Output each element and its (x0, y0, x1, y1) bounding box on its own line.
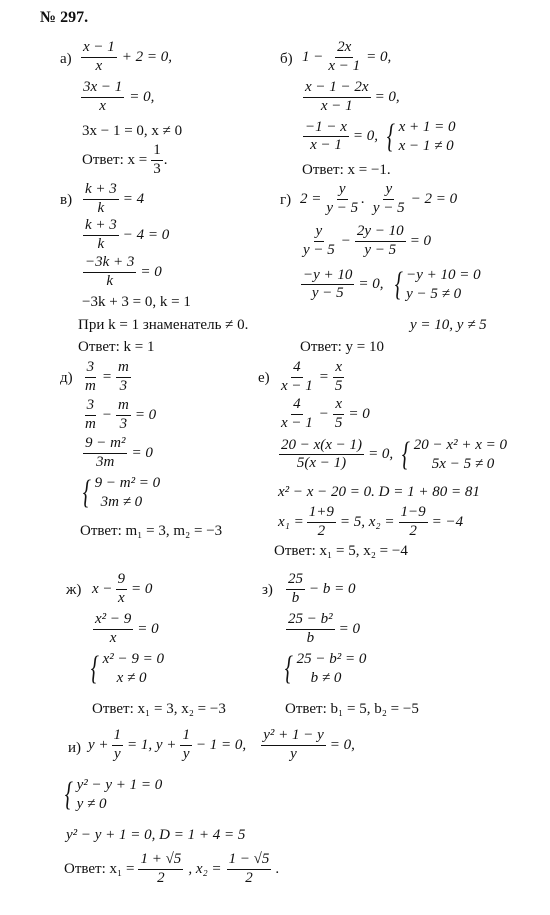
fraction-denominator: x − 1 (281, 414, 313, 431)
part-i-answer (64, 852, 279, 887)
expression: = (318, 368, 329, 385)
system-line: 5x − 5 ≠ 0 (431, 455, 495, 472)
expression: − 4 = 0 (122, 226, 170, 243)
expression: . (361, 190, 365, 207)
part-i-system (62, 776, 162, 814)
part-v-line-2 (82, 218, 169, 253)
expression: = 0, (358, 276, 384, 293)
expression: + 2 = 0, (121, 48, 173, 65)
part-label-g: г) (280, 192, 292, 208)
expression: = 0 (131, 444, 153, 461)
part-e-line-5 (278, 505, 463, 540)
fraction-denominator: x − 1 (328, 57, 361, 74)
expression: , x₂ = (188, 860, 222, 877)
fraction-denominator: 3m (96, 453, 115, 470)
brace-icon: { (90, 649, 99, 687)
part-zh-line-2 (92, 612, 159, 647)
expression: − (340, 232, 351, 249)
system-line: 3m ≠ 0 (100, 493, 143, 510)
expression: = −4 (431, 513, 464, 530)
part-zh-answer: Ответ: x₁ = 3, x₂ = −3 (92, 701, 226, 717)
fraction-denominator: b (291, 589, 300, 606)
fraction-denominator: y − 5 (303, 241, 335, 258)
part-z-system (282, 650, 366, 688)
fraction-numerator: m (116, 398, 131, 416)
answer-label: Ответ: x = (82, 151, 148, 168)
part-e-answer: Ответ: x₁ = 5, x₂ = −4 (274, 543, 408, 559)
fraction-numerator: 4 (291, 397, 303, 415)
fraction-numerator: x (333, 397, 344, 415)
fraction-denominator: 5(x − 1) (296, 455, 347, 472)
expression: = 0 (131, 580, 153, 597)
part-label-d: д) (60, 370, 73, 386)
fraction-numerator: 9 (116, 572, 128, 590)
part-b-line-3 (302, 118, 456, 156)
system-line: x − 1 ≠ 0 (398, 137, 454, 154)
fraction-numerator: 9 − m² (83, 436, 127, 454)
expression: = 0 (140, 263, 162, 280)
part-label-z: з) (262, 582, 273, 598)
fraction-denominator: x (109, 629, 117, 646)
part-d-line-2 (82, 398, 156, 433)
expression: = 4 (122, 190, 145, 207)
fraction-numerator: x (333, 360, 344, 378)
fraction-numerator: −1 − x (303, 120, 349, 138)
part-zh-system (88, 650, 164, 688)
fraction-denominator: 5 (334, 414, 343, 431)
expression: = 0 (137, 620, 159, 637)
system-line: x + 1 = 0 (398, 119, 456, 135)
part-a-line-1 (80, 40, 172, 75)
expression: 1 − (302, 48, 324, 65)
part-d-line-3 (82, 436, 153, 471)
fraction-numerator: k + 3 (83, 182, 119, 200)
expression: = 0, (366, 48, 392, 65)
fraction-denominator: 3 (119, 415, 128, 432)
part-g-answer: Ответ: y = 10 (300, 339, 384, 355)
part-label-e: е) (258, 370, 270, 386)
part-a-answer (82, 143, 167, 178)
fraction-numerator: 1−9 (399, 505, 428, 523)
brace-icon: { (386, 117, 395, 155)
brace-icon: { (82, 473, 91, 511)
answer-label: Ответ: x₁ = (64, 860, 135, 877)
part-v-line-5: При k = 1 знаменатель ≠ 0. (78, 317, 249, 333)
part-label-v: в) (60, 192, 73, 208)
part-b-line-1 (302, 40, 391, 75)
system-line: 9 − m² = 0 (94, 475, 161, 491)
part-e-line-4: x² − x − 20 = 0. D = 1 + 80 = 81 (278, 484, 480, 500)
part-g-line-3 (300, 266, 481, 304)
expression: = (101, 368, 112, 385)
brace-icon: { (394, 265, 403, 303)
fraction-numerator: y (383, 182, 394, 200)
equation-system (392, 266, 481, 304)
fraction-denominator: 3 (153, 160, 161, 177)
part-b-answer: Ответ: x = −1. (302, 162, 391, 178)
system-line: x² − 9 = 0 (102, 651, 165, 667)
system-line: −y + 10 = 0 (406, 267, 481, 283)
expression: x − (92, 580, 113, 597)
fraction-denominator: 3 (119, 377, 128, 394)
fraction-numerator: −y + 10 (301, 268, 354, 286)
fraction-numerator: 2x (335, 40, 353, 58)
equation-system (399, 436, 507, 474)
part-z-answer: Ответ: b₁ = 5, b₂ = −5 (285, 701, 419, 717)
brace-icon: { (64, 775, 73, 813)
part-d-line-1 (82, 360, 132, 395)
fraction-denominator: 2 (245, 869, 253, 886)
system-line: 25 − b² = 0 (296, 651, 367, 667)
fraction-denominator: y (113, 745, 121, 762)
part-g-line-2 (300, 224, 431, 259)
part-e-line-3 (278, 436, 507, 474)
fraction-numerator: 2y − 10 (355, 224, 406, 242)
fraction-numerator: y (314, 224, 325, 242)
fraction-denominator: k (97, 235, 105, 252)
expression: − 2 = 0 (410, 190, 458, 207)
fraction-numerator: 20 − x(x − 1) (279, 438, 364, 456)
fraction-denominator: k (97, 199, 105, 216)
fraction-denominator: x (95, 57, 103, 74)
part-g-line-4: y = 10, y ≠ 5 (410, 317, 487, 333)
expression: = 5, x₂ = (339, 513, 395, 530)
fraction-numerator: 1 − √5 (227, 852, 272, 870)
expression: = 0 (348, 405, 370, 422)
expression: = 0 (134, 406, 157, 423)
expression: − b = 0 (309, 580, 356, 597)
fraction-denominator: x − 1 (310, 137, 342, 154)
fraction-numerator: −3k + 3 (83, 255, 136, 273)
part-v-line-3 (82, 255, 162, 290)
fraction-denominator: y (182, 745, 190, 762)
part-v-line-1 (82, 182, 144, 217)
fraction-denominator: m (85, 377, 96, 394)
fraction-denominator: y − 5 (311, 285, 344, 302)
part-v-line-4: −3k + 3 = 0, k = 1 (82, 294, 191, 310)
expression: − 1 = 0, (195, 736, 247, 753)
part-i-line-1 (88, 728, 355, 763)
expression: = 0, (329, 736, 355, 753)
fraction-numerator: 3 (85, 360, 97, 378)
fraction-denominator: k (106, 272, 114, 289)
expression: = 0, (374, 88, 400, 105)
part-i-line-3: y² − y + 1 = 0, D = 1 + 4 = 5 (66, 827, 246, 843)
fraction-denominator: x − 1 (281, 377, 313, 394)
part-b-line-2 (302, 80, 400, 115)
fraction-denominator: 5 (334, 377, 343, 394)
expression: x₁ = (278, 513, 304, 530)
expression: = 0 (409, 232, 432, 249)
fraction-denominator: b (306, 629, 315, 646)
part-z-line-2 (285, 612, 360, 647)
problem-number: № 297. (40, 9, 89, 26)
fraction-numerator: 4 (291, 360, 303, 378)
part-e-line-2 (278, 397, 370, 432)
fraction-numerator: 3 (85, 398, 97, 416)
equation-system (384, 118, 456, 156)
fraction-numerator: 1+9 (307, 505, 336, 523)
part-label-a: а) (60, 51, 72, 67)
part-d-answer: Ответ: m₁ = 3, m₂ = −3 (80, 523, 223, 539)
fraction-denominator: 2 (157, 869, 165, 886)
system-line: y ≠ 0 (76, 795, 107, 812)
expression: . (163, 151, 168, 168)
part-label-b: б) (280, 51, 293, 67)
part-e-line-1 (278, 360, 345, 395)
fraction-numerator: 3x − 1 (81, 80, 124, 98)
part-zh-line-1 (92, 572, 152, 607)
fraction-denominator: 2 (317, 522, 326, 539)
expression: = 0, (368, 446, 394, 463)
brace-icon: { (284, 649, 293, 687)
fraction-numerator: x − 1 − 2x (303, 80, 371, 98)
expression: 2 = (300, 190, 322, 207)
expression: = 0 (338, 620, 360, 637)
fraction-denominator: x (117, 589, 125, 606)
fraction-numerator: 1 (151, 143, 163, 161)
part-g-line-1 (300, 182, 457, 217)
part-d-system (80, 474, 160, 512)
part-z-line-1 (285, 572, 356, 607)
part-v-answer: Ответ: k = 1 (78, 339, 155, 355)
fraction-denominator: y − 5 (372, 199, 405, 216)
fraction-numerator: 25 (286, 572, 305, 590)
expression: = 0, (129, 88, 155, 105)
brace-icon: { (401, 435, 411, 473)
fraction-numerator: 1 + √5 (138, 852, 183, 870)
expression: = 0, (352, 128, 379, 145)
fraction-numerator: x − 1 (81, 40, 117, 58)
fraction-denominator: 2 (409, 522, 417, 539)
system-line: 20 − x² + x = 0 (413, 437, 507, 453)
fraction-denominator: m (85, 415, 96, 432)
part-label-i: и) (68, 740, 82, 756)
fraction-numerator: 1 (112, 728, 124, 746)
fraction-denominator: x − 1 (320, 97, 353, 114)
expression: − (318, 405, 329, 422)
expression: y + (88, 736, 109, 753)
fraction-numerator: k + 3 (83, 218, 119, 236)
part-a-line-3: 3x − 1 = 0, x ≠ 0 (82, 123, 183, 139)
expression: − (101, 406, 112, 423)
fraction-denominator: y − 5 (326, 199, 359, 216)
fraction-numerator: x² − 9 (93, 612, 133, 630)
fraction-denominator: y (290, 745, 297, 762)
system-line: x ≠ 0 (116, 669, 147, 686)
system-line: b ≠ 0 (310, 669, 342, 686)
system-line: y − 5 ≠ 0 (406, 285, 462, 302)
fraction-numerator: y² + 1 − y (261, 728, 326, 746)
expression: . (275, 860, 280, 877)
part-a-line-2 (80, 80, 154, 115)
fraction-numerator: y (337, 182, 348, 200)
fraction-numerator: 25 − b² (286, 612, 335, 630)
part-label-zh: ж) (66, 582, 82, 598)
system-line: y² − y + 1 = 0 (76, 777, 163, 793)
expression: = 1, y + (127, 736, 177, 753)
fraction-numerator: m (116, 360, 131, 378)
fraction-numerator: 1 (180, 728, 192, 746)
fraction-denominator: y − 5 (364, 241, 397, 258)
fraction-denominator: x (99, 97, 106, 114)
